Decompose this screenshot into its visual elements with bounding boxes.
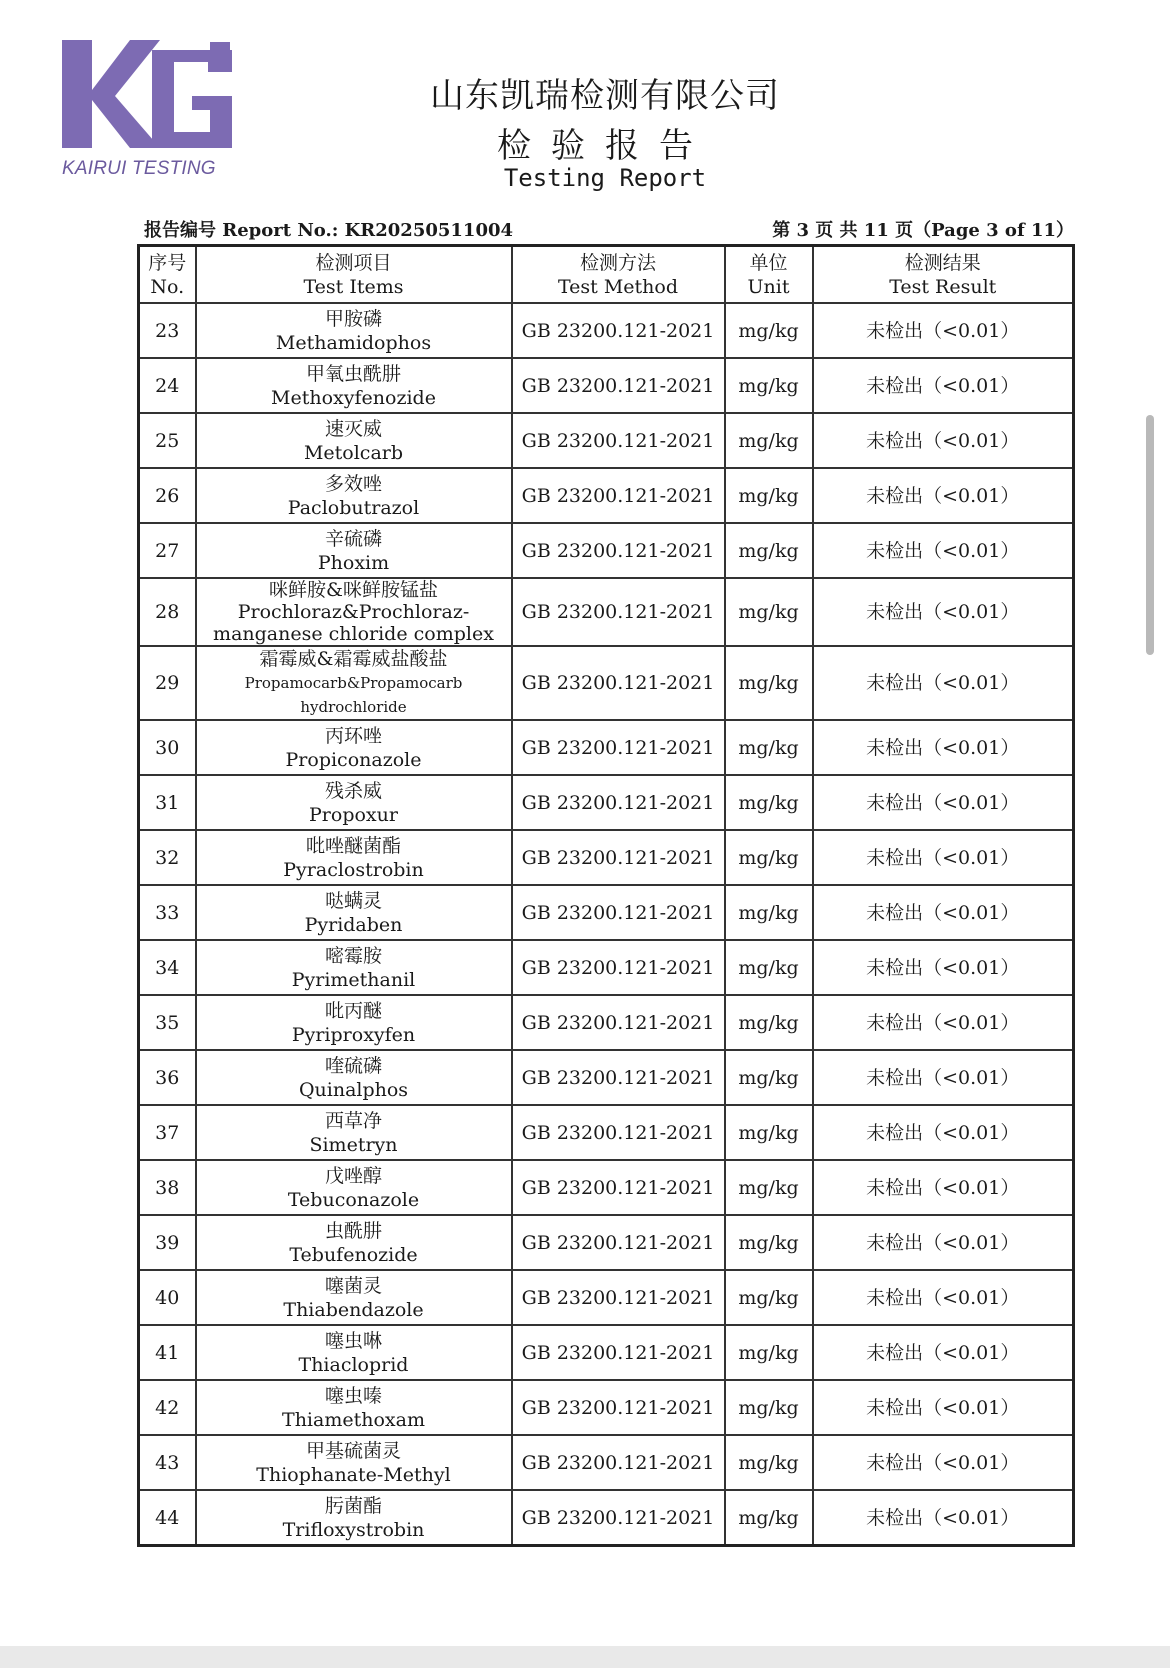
test-item-en: Methamidophos <box>275 331 432 354</box>
row-number: 43 <box>139 1435 196 1490</box>
test-item <box>196 358 512 413</box>
test-item-cn: 西草净 <box>324 1109 382 1132</box>
test-item-cn: 残杀威 <box>324 779 382 802</box>
test-item-cn: 咪鲜胺&咪鲜胺锰盐 <box>269 579 438 601</box>
test-item-en: Propamocarb&Propamocarb hydrochloride <box>244 674 463 716</box>
test-item-en: Tebuconazole <box>287 1188 420 1211</box>
company-name: 山东凯瑞检测有限公司 <box>430 76 780 116</box>
test-item <box>196 1215 512 1270</box>
row-number: 25 <box>139 413 196 468</box>
row-number: 34 <box>139 940 196 995</box>
table-row <box>139 1215 1074 1270</box>
header-no: 序号 No. <box>139 246 196 304</box>
test-result: 未检出（<0.01） <box>813 413 1074 468</box>
table-row <box>139 1050 1074 1105</box>
unit: mg/kg <box>725 720 813 775</box>
test-item-cn: 多效唑 <box>324 472 382 495</box>
test-item-en: Thiophanate-Methyl <box>256 1463 451 1486</box>
unit: mg/kg <box>725 1050 813 1105</box>
header-test-result: 检测结果 Test Result <box>813 246 1074 304</box>
table-row <box>139 578 1074 646</box>
table-row <box>139 303 1074 358</box>
unit: mg/kg <box>725 940 813 995</box>
test-item-en: Paclobutrazol <box>287 496 420 519</box>
test-item-en: Pyraclostrobin <box>283 858 424 881</box>
row-number: 29 <box>139 646 196 720</box>
table-row <box>139 995 1074 1050</box>
test-item-cn: 肟菌酯 <box>324 1494 382 1517</box>
test-item <box>196 1490 512 1546</box>
test-item-cn: 噻虫嗪 <box>324 1384 382 1407</box>
unit: mg/kg <box>725 1435 813 1490</box>
test-result: 未检出（<0.01） <box>813 523 1074 578</box>
test-method: GB 23200.121-2021 <box>512 303 725 358</box>
table-row <box>139 468 1074 523</box>
logo-caption: KAIRUI TESTING <box>62 158 216 179</box>
test-item <box>196 1380 512 1435</box>
row-number: 23 <box>139 303 196 358</box>
table-row <box>139 1435 1074 1490</box>
test-method: GB 23200.121-2021 <box>512 830 725 885</box>
unit: mg/kg <box>725 303 813 358</box>
test-item-cn: 霜霉威&霜霉威盐酸盐 <box>259 648 448 670</box>
test-method: GB 23200.121-2021 <box>512 1050 725 1105</box>
test-item-cn: 嘧霉胺 <box>324 944 382 967</box>
row-number: 44 <box>139 1490 196 1546</box>
test-item <box>196 1050 512 1105</box>
row-number: 42 <box>139 1380 196 1435</box>
test-item <box>196 940 512 995</box>
test-item-en: Prochloraz&Prochloraz-manganese chloride complex <box>213 601 494 645</box>
header-unit: 单位 Unit <box>725 246 813 304</box>
test-item-en: Pyridaben <box>304 913 403 936</box>
test-item <box>196 578 512 646</box>
test-item-cn: 辛硫磷 <box>324 527 382 550</box>
row-number: 30 <box>139 720 196 775</box>
unit: mg/kg <box>725 523 813 578</box>
table-row <box>139 720 1074 775</box>
test-method: GB 23200.121-2021 <box>512 885 725 940</box>
test-result: 未检出（<0.01） <box>813 1160 1074 1215</box>
unit: mg/kg <box>725 775 813 830</box>
header-test-method: 检测方法 Test Method <box>512 246 725 304</box>
unit: mg/kg <box>725 1160 813 1215</box>
test-result: 未检出（<0.01） <box>813 830 1074 885</box>
test-method: GB 23200.121-2021 <box>512 578 725 646</box>
test-result: 未检出（<0.01） <box>813 1435 1074 1490</box>
test-result: 未检出（<0.01） <box>813 358 1074 413</box>
test-result: 未检出（<0.01） <box>813 775 1074 830</box>
test-item-cn: 吡唑醚菌酯 <box>305 834 401 857</box>
row-number: 39 <box>139 1215 196 1270</box>
test-item-en: Metolcarb <box>303 441 404 464</box>
test-item-en: Trifloxystrobin <box>282 1518 425 1541</box>
test-item <box>196 413 512 468</box>
test-item-en: Methoxyfenozide <box>271 386 436 409</box>
test-item <box>196 1270 512 1325</box>
test-item-en: Tebufenozide <box>289 1243 418 1266</box>
table-row <box>139 358 1074 413</box>
report-title-cn: 检验报告 <box>497 126 713 166</box>
test-item-en: Thiacloprid <box>298 1353 409 1376</box>
row-number: 33 <box>139 885 196 940</box>
test-item-cn: 噻菌灵 <box>324 1274 382 1297</box>
test-item-en: Quinalphos <box>298 1078 409 1101</box>
table-row <box>139 940 1074 995</box>
unit: mg/kg <box>725 885 813 940</box>
test-item-cn: 噻虫啉 <box>324 1329 382 1352</box>
test-item <box>196 303 512 358</box>
test-item <box>196 1160 512 1215</box>
test-item-cn: 戊唑醇 <box>324 1164 382 1187</box>
unit: mg/kg <box>725 1105 813 1160</box>
test-item-cn: 速灭威 <box>324 417 382 440</box>
test-method: GB 23200.121-2021 <box>512 940 725 995</box>
table-row <box>139 523 1074 578</box>
test-method: GB 23200.121-2021 <box>512 720 725 775</box>
test-result: 未检出（<0.01） <box>813 303 1074 358</box>
unit: mg/kg <box>725 1490 813 1546</box>
test-item <box>196 830 512 885</box>
unit: mg/kg <box>725 1270 813 1325</box>
test-item-cn: 甲胺磷 <box>324 307 382 330</box>
test-method: GB 23200.121-2021 <box>512 1105 725 1160</box>
test-item-cn: 虫酰肼 <box>324 1219 382 1242</box>
test-method: GB 23200.121-2021 <box>512 775 725 830</box>
unit: mg/kg <box>725 995 813 1050</box>
row-number: 37 <box>139 1105 196 1160</box>
unit: mg/kg <box>725 413 813 468</box>
test-item <box>196 1105 512 1160</box>
row-number: 36 <box>139 1050 196 1105</box>
row-number: 35 <box>139 995 196 1050</box>
row-number: 28 <box>139 578 196 646</box>
report-number: 报告编号 Report No.: KR20250511004 <box>144 220 514 241</box>
row-number: 24 <box>139 358 196 413</box>
test-result: 未检出（<0.01） <box>813 1215 1074 1270</box>
test-item <box>196 885 512 940</box>
test-item-cn: 甲氧虫酰肼 <box>305 362 401 385</box>
test-method: GB 23200.121-2021 <box>512 1325 725 1380</box>
test-method: GB 23200.121-2021 <box>512 1490 725 1546</box>
table-row <box>139 413 1074 468</box>
test-item <box>196 775 512 830</box>
header-test-items: 检测项目 Test Items <box>196 246 512 304</box>
scrollbar-thumb[interactable] <box>1146 415 1154 655</box>
row-number: 31 <box>139 775 196 830</box>
row-number: 27 <box>139 523 196 578</box>
table-row <box>139 1270 1074 1325</box>
table-row <box>139 830 1074 885</box>
test-result: 未检出（<0.01） <box>813 885 1074 940</box>
table-row <box>139 646 1074 720</box>
table-row <box>139 1160 1074 1215</box>
test-result: 未检出（<0.01） <box>813 720 1074 775</box>
test-method: GB 23200.121-2021 <box>512 358 725 413</box>
report-title-en: Testing Report <box>503 164 707 192</box>
row-number: 32 <box>139 830 196 885</box>
unit: mg/kg <box>725 646 813 720</box>
test-method: GB 23200.121-2021 <box>512 1435 725 1490</box>
test-result: 未检出（<0.01） <box>813 468 1074 523</box>
test-result: 未检出（<0.01） <box>813 940 1074 995</box>
test-item-cn: 丙环唑 <box>324 724 382 747</box>
test-method: GB 23200.121-2021 <box>512 468 725 523</box>
test-item-cn: 甲基硫菌灵 <box>305 1439 401 1462</box>
test-item <box>196 1435 512 1490</box>
unit: mg/kg <box>725 1380 813 1435</box>
test-item-en: Thiamethoxam <box>282 1408 425 1431</box>
table-row <box>139 1325 1074 1380</box>
row-number: 38 <box>139 1160 196 1215</box>
test-method: GB 23200.121-2021 <box>512 1215 725 1270</box>
test-results-table <box>137 244 1075 1547</box>
row-number: 40 <box>139 1270 196 1325</box>
table-row <box>139 1380 1074 1435</box>
unit: mg/kg <box>725 468 813 523</box>
unit: mg/kg <box>725 358 813 413</box>
test-item <box>196 523 512 578</box>
unit: mg/kg <box>725 830 813 885</box>
test-method: GB 23200.121-2021 <box>512 1160 725 1215</box>
test-item-en: Propiconazole <box>285 748 422 771</box>
test-method: GB 23200.121-2021 <box>512 1380 725 1435</box>
test-result: 未检出（<0.01） <box>813 1325 1074 1380</box>
test-item-en: Propoxur <box>309 803 398 826</box>
test-item <box>196 995 512 1050</box>
test-item <box>196 468 512 523</box>
bottom-bar <box>0 1646 1170 1668</box>
test-item-cn: 喹硫磷 <box>324 1054 382 1077</box>
test-result: 未检出（<0.01） <box>813 646 1074 720</box>
test-item-cn: 哒螨灵 <box>324 889 382 912</box>
test-item-en: Thiabendazole <box>283 1298 424 1321</box>
test-method: GB 23200.121-2021 <box>512 523 725 578</box>
table-row <box>139 1490 1074 1546</box>
table-row <box>139 775 1074 830</box>
unit: mg/kg <box>725 1215 813 1270</box>
test-item-en: Simetryn <box>309 1133 398 1156</box>
test-item <box>196 646 512 720</box>
test-method: GB 23200.121-2021 <box>512 413 725 468</box>
test-result: 未检出（<0.01） <box>813 1105 1074 1160</box>
table-row <box>139 1105 1074 1160</box>
test-result: 未检出（<0.01） <box>813 1050 1074 1105</box>
test-method: GB 23200.121-2021 <box>512 1270 725 1325</box>
table-row <box>139 885 1074 940</box>
test-item <box>196 1325 512 1380</box>
row-number: 41 <box>139 1325 196 1380</box>
table-header-row <box>139 246 1074 304</box>
unit: mg/kg <box>725 578 813 646</box>
test-result: 未检出（<0.01） <box>813 1490 1074 1546</box>
page-indicator: 第 3 页 共 11 页（Page 3 of 11） <box>772 220 1074 241</box>
unit: mg/kg <box>725 1325 813 1380</box>
test-item-cn: 吡丙醚 <box>324 999 382 1022</box>
test-result: 未检出（<0.01） <box>813 1270 1074 1325</box>
test-result: 未检出（<0.01） <box>813 578 1074 646</box>
test-item-en: Phoxim <box>317 551 390 574</box>
test-method: GB 23200.121-2021 <box>512 995 725 1050</box>
test-item-en: Pyriproxyfen <box>291 1023 416 1046</box>
row-number: 26 <box>139 468 196 523</box>
test-result: 未检出（<0.01） <box>813 995 1074 1050</box>
test-result: 未检出（<0.01） <box>813 1380 1074 1435</box>
test-item-en: Pyrimethanil <box>291 968 416 991</box>
test-item <box>196 720 512 775</box>
test-method: GB 23200.121-2021 <box>512 646 725 720</box>
